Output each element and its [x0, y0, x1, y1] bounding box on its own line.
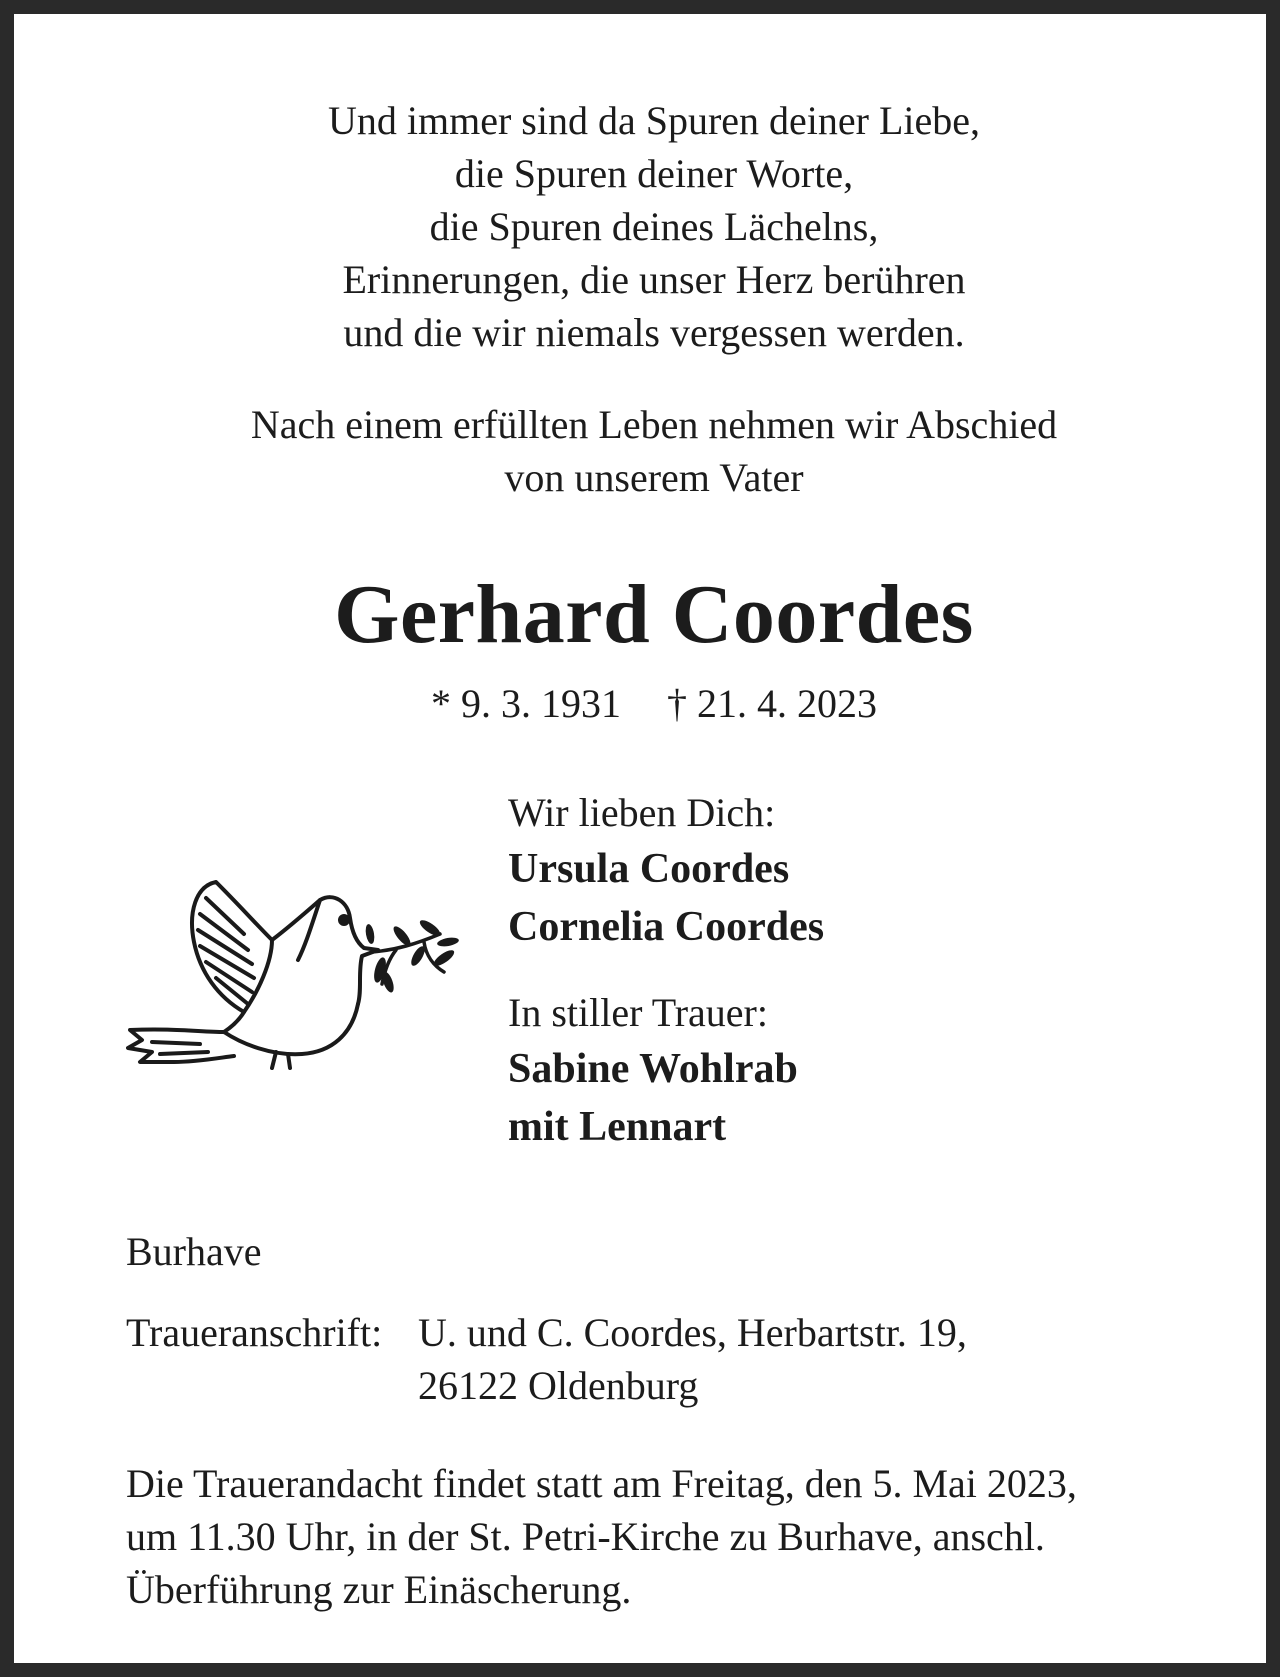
- mourner-name: mit Lennart: [508, 1104, 727, 1150]
- mourner-name: Cornelia Coordes: [508, 904, 825, 950]
- farewell-line: von unserem Vater: [504, 455, 804, 500]
- deceased-name: Gerhard Coordes: [334, 568, 974, 661]
- service-announcement: [126, 1457, 1077, 1616]
- mourners-intro: In stiller Trauer:: [508, 990, 768, 1035]
- poem: [14, 94, 1280, 359]
- life-dates: [14, 679, 1280, 729]
- address-label: Traueranschrift:: [126, 1310, 383, 1355]
- mourners-section: [508, 786, 824, 1156]
- place-name: Burhave: [126, 1229, 262, 1274]
- service-line: Überführung zur Einäscherung.: [126, 1567, 632, 1612]
- service-line: um 11.30 Uhr, in der St. Petri-Kirche zu Burhave, anschl.: [126, 1514, 1045, 1559]
- poem-line: die Spuren deines Lächelns,: [429, 204, 879, 249]
- poem-line: Und immer sind da Spuren deiner Liebe,: [327, 98, 981, 143]
- poem-line: Erinnerungen, die unser Herz berühren: [342, 257, 966, 302]
- mourning-address: [126, 1306, 967, 1412]
- address-line: U. und C. Coordes, Herbartstr. 19,: [418, 1310, 967, 1355]
- dove-with-olive-branch-icon: [126, 872, 471, 1087]
- poem-line: die Spuren deiner Worte,: [454, 151, 854, 196]
- mourner-name: Ursula Coordes: [508, 846, 790, 892]
- death-date: † 21. 4. 2023: [667, 681, 877, 726]
- poem-line: und die wir niemals vergessen werden.: [343, 310, 965, 355]
- mourner-name: Sabine Wohlrab: [508, 1046, 798, 1092]
- mourners-intro: Wir lieben Dich:: [508, 790, 776, 835]
- address-line: 26122 Oldenburg: [418, 1363, 699, 1408]
- farewell-text: [14, 398, 1280, 504]
- service-line: Die Trauerandacht findet statt am Freitag, den 5. Mai 2023,: [126, 1461, 1077, 1506]
- birth-date: * 9. 3. 1931: [431, 681, 621, 726]
- farewell-line: Nach einem erfüllten Leben nehmen wir Abschied: [250, 402, 1058, 447]
